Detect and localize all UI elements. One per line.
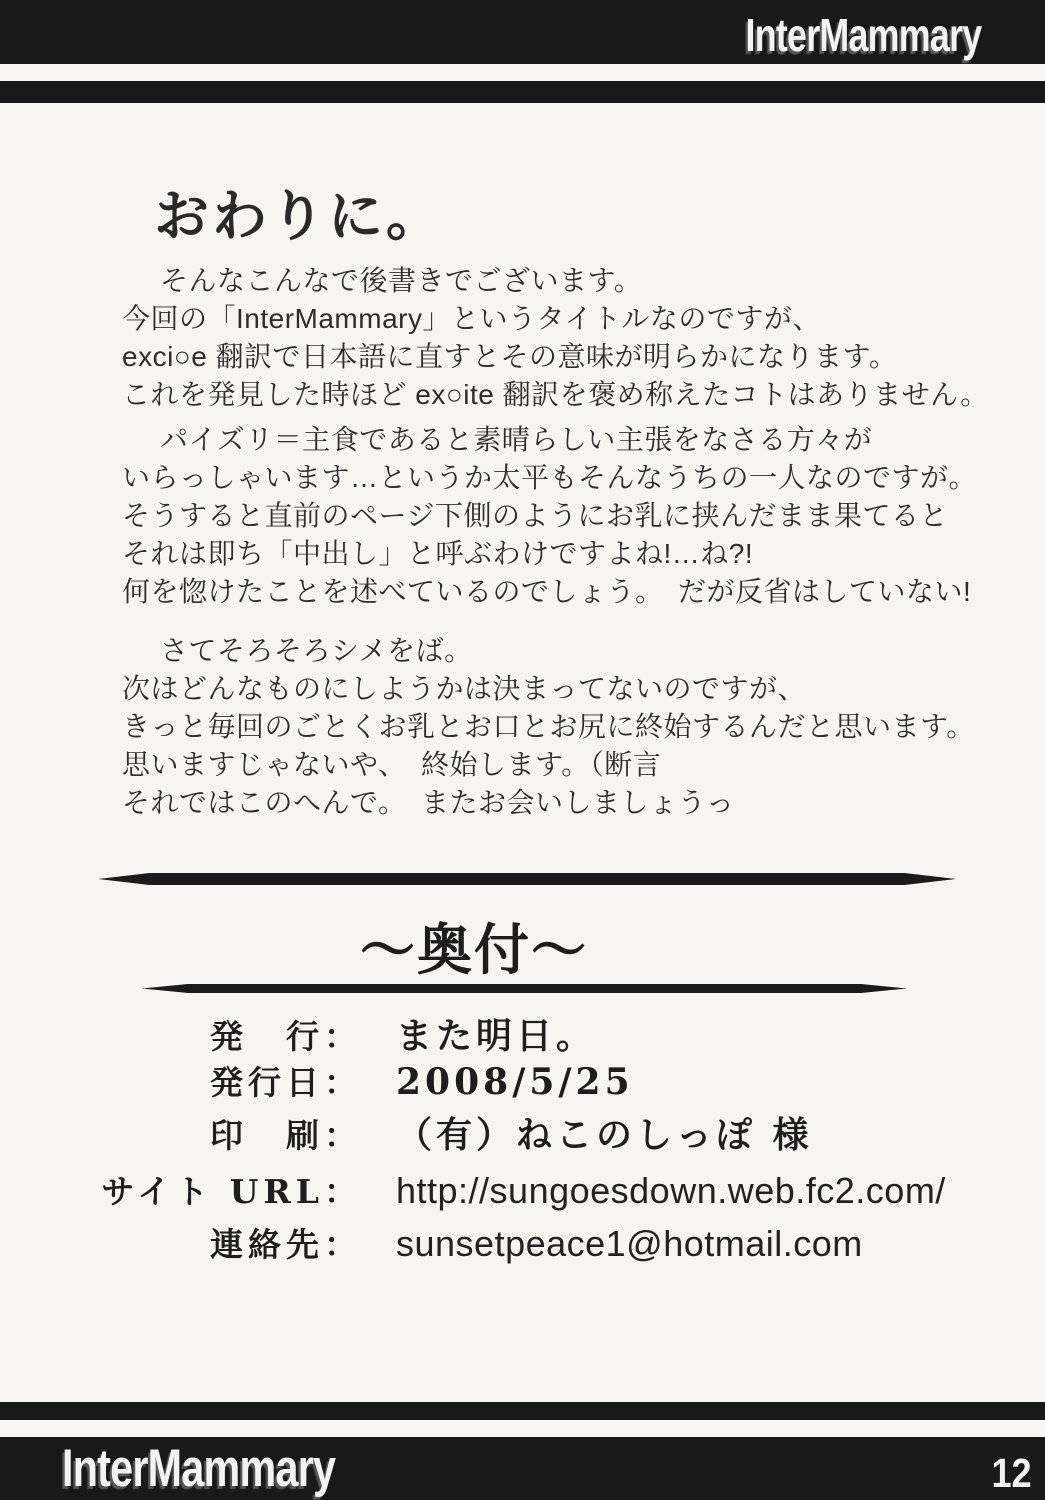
colophon-row-date: [0, 1057, 634, 1104]
text-line: きっと毎回のごとくお乳とお口とお尻に終始するんだと思います。: [122, 711, 975, 742]
divider-top: [98, 873, 956, 885]
text-line: パイズリ＝主食であると素晴らしい主張をなさる方々が: [160, 424, 873, 455]
header-stripe: [0, 81, 1045, 103]
text-line: そうすると直前のページ下側のようにお乳に挟んだまま果てると: [122, 500, 948, 531]
colophon-row-site-url: [0, 1166, 946, 1213]
text-line: 思いますじゃないや、 終始します。（断言: [122, 749, 662, 780]
text-line: それは即ち「中出し」と呼ぶわけですよね!…ね?!: [122, 538, 754, 569]
afterword-title: おわりに。: [154, 185, 445, 247]
colophon-row-publisher: [0, 1008, 596, 1059]
text-line: いらっしゃいます…というか太平もそんなうちの一人なのですが。: [122, 462, 978, 493]
date-value: 2008/5/25: [396, 1061, 634, 1103]
text-line: さてそろそろシメをば。: [160, 635, 473, 666]
text-line: exci○e 翻訳で日本語に直すとその意味が明らかになります。: [122, 341, 898, 372]
printer-value: （有）ねこのしっぽ 様: [396, 1114, 813, 1156]
publisher-label: 発 行：: [210, 1017, 362, 1056]
contact-label: 連絡先：: [210, 1225, 362, 1264]
text-line: これを発見した時ほど ex○ite 翻訳を褒め称えたコトはありません。: [122, 379, 989, 410]
header-title: InterMammary: [745, 9, 981, 61]
page-number: 12: [991, 1450, 1032, 1496]
text-line: それではこのへんで。 またお会いしましょうっ: [122, 787, 735, 818]
footer-title: InterMammary: [62, 1439, 336, 1498]
afterword-paragraph-1: [122, 262, 989, 414]
site-url-value: http://sungoesdown.web.fc2.com/: [396, 1170, 946, 1211]
afterword-paragraph-2: [122, 421, 982, 611]
colophon-row-contact: [0, 1219, 863, 1266]
text-line: 今回の「InterMammary」というタイトルなのですが、: [122, 303, 821, 334]
site-url-label: サイト URL：: [101, 1172, 362, 1211]
date-label: 発行日：: [210, 1063, 362, 1102]
footer-stripe: [0, 1402, 1045, 1420]
afterword-paragraph-3: [122, 632, 982, 822]
divider-bottom: [142, 984, 907, 993]
publisher-value: また明日。: [396, 1015, 597, 1057]
printer-label: 印 刷：: [210, 1116, 362, 1155]
text-line: そんなこんなで後書きでございます。: [160, 265, 643, 296]
colophon-title: ～奥付～: [360, 917, 589, 982]
colophon-row-printer: [0, 1107, 813, 1158]
text-line: 次はどんなものにしようかは決まってないのですが、: [122, 673, 807, 704]
contact-value: sunsetpeace1@hotmail.com: [396, 1223, 863, 1264]
text-line: 何を惚けたことを述べているのでしょう。 だが反省はしていない!: [122, 576, 972, 607]
